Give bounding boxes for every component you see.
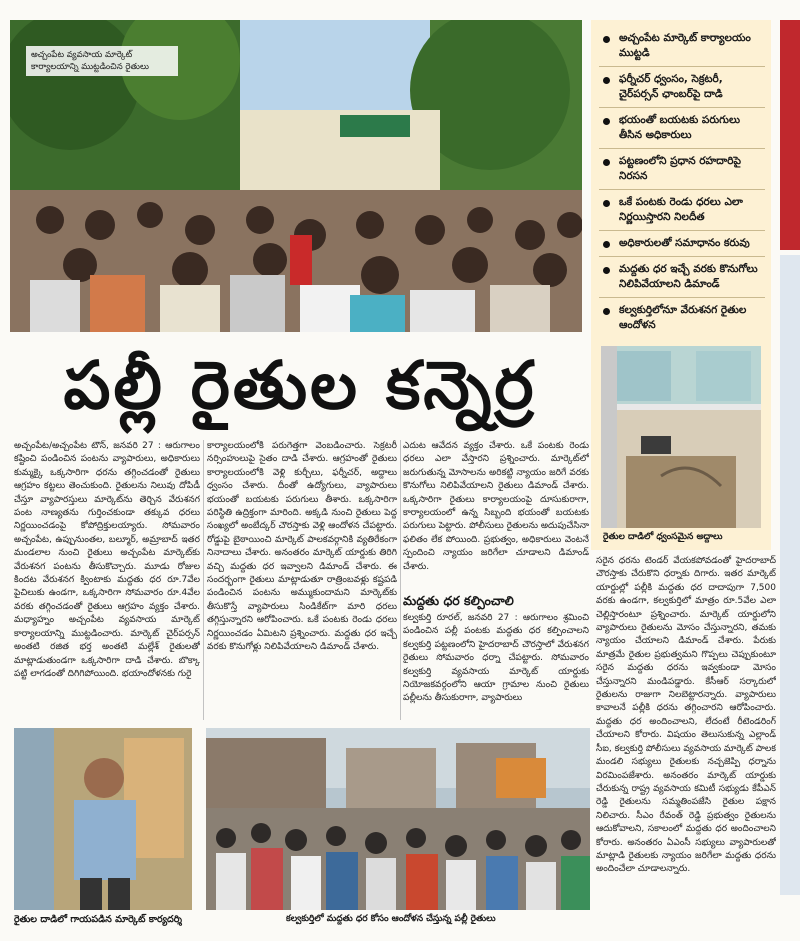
highlight-item: అచ్చంపేట మార్కెట్ కార్యాలయం ముట్టడి bbox=[599, 26, 765, 67]
damaged-office-photo bbox=[601, 346, 761, 528]
highlight-item: పట్టణంలోని ప్రధాన రహదారిపై నిరసన bbox=[599, 149, 765, 190]
sidebar-photo-caption: రైతుల దాడిలో ధ్వంసమైన అద్దాలు bbox=[603, 532, 723, 542]
column-divider bbox=[400, 440, 401, 720]
highlight-item: కల్వకుర్తిలోనూ వేరుశనగ రైతుల ఆందోళన bbox=[599, 298, 765, 338]
article-column-2: కార్యాలయంలోకి పరుగెత్తగా వెంబడించారు. సెక్రటరీ నర్సింహులుపై సైతం దాడి చేశారు. ఆగ్రహంతో రైతులు కార్యాలయంలోకి వెళ్లి కుర్చీలు, ఫర్నీచర్, అద్దాలు ధ్వంసం చేశారు. దీంతో ఉద్యోగులు, వ్యాపారులు భయంతో బయటకు పరుగులు తీశారు. ఒక్కసారిగా పరిస్థితి ఉద్రిక్తంగా మారింది. అక్కడి నుంచి రైతులు పెద్ద సంఖ్యలో అంబేద్కర్ చౌరస్తాకు వెళ్లి ఆందోళన చేపట్టారు. రోడ్డుపై బైఠాయించి మార్కెట్ పాలకవర్గానికి వ్యతిరేకంగా నినాదాలు చేశారు. అనంతరం మార్కెట్‌ యార్డుకు తిరిగి వచ్చి మద్దతు ధర ఇవ్వాలని డిమాండ్ చేశారు. ఈ సందర్భంగా రైతులు మాట్లాడుతూ రాత్రింబవళ్లు కష్టపడి పండించిన పంటను అమ్ముకుందామని మార్కెట్‌కు తీసుకొస్తే వ్యాపారులు సిండికేట్‌గా మారి ధరలు తగ్గిస్తున్నారని ఆరోపించారు. ఒకే పంటకు రెండు ధరలు నిర్ణయించడం ఏమిటని ప్రశ్నించారు. మద్దతు ధర ఇచ్చే వరకు కొనుగోళ్లు నిలిపివేయాలని డిమాండ్ చేశారు. bbox=[207, 441, 397, 653]
edge-accent-blue bbox=[780, 255, 800, 895]
subheading: మద్దతు ధర కల్పించాలి bbox=[403, 593, 514, 608]
main-photo-market-protest bbox=[10, 20, 582, 332]
injured-official-photo bbox=[14, 728, 192, 910]
headline: పల్లీ రైతుల కన్నెర్ర bbox=[63, 347, 537, 424]
article-column-3b: కల్వకుర్తి రూరల్, జనవరి 27 : ఆరుగాలం శ్రమించి పండించిన పల్లీ పంటకు మద్దతు ధర కల్పించాలని కల్వకుర్తి పట్టణంలోని హైదరాబాద్ చౌరస్తాలో వేరుశనగ రైతులు సోమవారం ధర్నా చేపట్టారు. సోమవారం కల్వకుర్తి వ్యవసాయ మార్కెట్ యార్డుకు నియోజకవర్గంలోని ఆయా గ్రామాల నుంచి రైతులు పల్లీలను తీసుకురాగా, వ్యాపారులు bbox=[403, 613, 589, 704]
article-column-4: సరైన ధరను టెండర్ వేయకపోవడంతో హైదరాబాద్ చౌరస్తాకు చేరుకొని ధర్నాకు దిగారు. ఇతర మార్కెట్ యార్డుల్లో పల్లీకి మద్దతు ధర దాదాపుగా 7,500 వరకు ఉండగా, కల్వకుర్తిలో మాత్రం రూ.5వేల ఎలా చెల్లిస్తారంటూ ప్రశ్నించారు. మార్కెట్ యార్డులోని వ్యాపారులు రైతులను మోసం చేస్తున్నారని, తమకు న్యాయం చేయాలని డిమాండ్ చేశారు. పేరుకు మాత్రమే రైతుల ప్రభుత్వమని గొప్పలు చెప్పుకుంటూ సరైన మద్దతు ధరను ఇవ్వకుండా మోసం చేస్తున్నారని మండిపడ్డారు. కేసీఆర్ సర్కారులో రైతులను రాజుగా నిలబెట్టారన్నారు. వ్యాపారులు కావాలనే పల్లీకి ధరను తగ్గించారని ఆరోపించారు. మద్దతు ధర అందించాలని, లేదంటే రీటెండరింగ్ చేయాలని కోరారు. విషయం తెలుసుకున్న ఎల్లాండ్ సీఐ, కల్వకుర్తి పోలీసులు వ్యవసాయ మార్కెట్ పాలక మండలి సభ్యులు రైతులకు నచ్చజెప్పి ధర్నాను విరమింపజేశారు. అనంతరం మార్కెట్ యార్డుకు చేరుకున్న రాష్ట్ర వ్యవసాయ కమిటీ సభ్యుడు కేపీఎన్ రెడ్డి రైతులను సమ్మతింపజేసి రైతుల పక్షాన నిలిచారు. సీఎం రేవంత్ రెడ్డి ప్రభుత్వం రైతులను ఆదుకోవాలని, సకాలంలో మద్దతు ధర అందించాలని కోరారు. అనంతరం ఏఎంసీ సభ్యులు వ్యాపారులతో మాట్లాడి రైతులకు న్యాయం జరిగేలా మద్దతు ధరను అందించేలా చూడాలన్నారు. bbox=[596, 556, 776, 875]
protest-photo-caption: కల్వకుర్తిలో మద్దతు ధర కోసం ఆందోళన చేస్తున్న పల్లీ రైతులు bbox=[286, 914, 496, 924]
article-column-1: అచ్చంపేట/అచ్చంపేట టౌన్, జనవరి 27 : ఆరుగాలం కష్టించి పండించిన పంటను వ్యాపారులు, అధికారులు కుమ్మక్కై ఒక్కసారిగా ధరను తగ్గించడంతో రైతులు ఆగ్రహం కట్టలు తెంచుకుంది. రైతులను నిలువు దోపిడీ చేస్తూ వ్యాపారస్తులు మార్కెట్‌ను తెర్చిన వేరుశనగ పంట నాణ్యతను గుర్తించకుండా తక్కువ ధరలు నిర్ణయించడంపై కోపోద్రిక్తులయ్యారు. సోమవారం అచ్చంపేట, ఉప్పునుంతల, బల్మూర్, అమ్రాబాద్ ఇతర మండలాల నుంచి రైతులు అచ్చంపేట మార్కెట్‌కు వేరుశనగ పంటను తీసుకొచ్చారు. మూడు రోజుల కిందట వేరుశనగ క్వింటాకు మద్దతు ధర రూ.7వేల పైచిలుకు ఉండగా, ఒక్కసారిగా సోమవారం రూ.4వేల వరకు తగ్గించడంతో రైతులు ఆగ్రహం వ్యక్తం చేశారు. మధ్యాహ్నం అచ్చంపేట వ్యవసాయ మార్కెట్ కార్యాలయాన్ని ముట్టడించారు. మార్కెట్ చైర్‌పర్సన్ అంతటి రజిత భర్త అంతటి మల్లేశ్ రైతులతో మాట్లాడుతుండగా ఒక్కసారిగా దాడి చేశారు. బొక్కా పట్టి లాగడంతో దిగిగిపోయింది. భయాందోళనకు గురై bbox=[14, 441, 200, 679]
article-column-3: ఎదుట ఆవేదన వ్యక్తం చేశారు. ఒకే పంటకు రెండు ధరలు ఎలా వేస్తారని ప్రశ్నించారు. మార్కెట్‌లో జరుగుతున్న మోసాలను అరికట్టి న్యాయం జరిగే వరకు కొనుగోలు నిలిపివేయాలని రైతులు డిమాండ్ చేశారు. ఒక్కసారిగా రైతులు కార్యాలయంపై దూసుకురాగా, కార్యాలయంలో ఉన్న సిబ్బంది భయంతో బయటకు పరుగులు పెట్టారు. పోలీసులు రైతులను అదుపుచేసినా ఫలితం లేక పోయింది. ప్రభుత్వం, అధికారులు వెంటనే స్పందించి న్యాయం జరిగేలా చూడాలని డిమాండ్ చేశారు. bbox=[403, 441, 589, 572]
highlight-item: భయంతో బయటకు పరుగులు తీసిన అధికారులు bbox=[599, 108, 765, 149]
highlight-item: మద్దతు ధర ఇచ్చే వరకు కొనుగోలు నిలిపివేయాలని డిమాండ్ bbox=[599, 257, 765, 298]
photo-overlay-caption: అచ్చంపేట వ్యవసాయ మార్కెట్ కార్యాలయాన్ని ముట్టడించిన రైతులు bbox=[26, 46, 178, 76]
highlight-item: అధికారులతో సమాధానం కరువు bbox=[599, 231, 765, 257]
highlight-item: ఒకే పంటకు రెండు ధరలు ఎలా నిర్ణయిస్తారని నిలదీత bbox=[599, 190, 765, 231]
protest-road-photo bbox=[206, 728, 590, 910]
edge-accent-red bbox=[780, 20, 800, 250]
column-divider bbox=[203, 440, 204, 720]
highlight-item: ఫర్నీచర్ ధ్వంసం, సెక్రటరీ, చైర్‌పర్సన్ ఛాంబర్‌పై దాడి bbox=[599, 67, 765, 108]
official-photo-caption: రైతుల దాడిలో గాయపడిన మార్కెట్ కార్యదర్శి bbox=[14, 914, 182, 925]
